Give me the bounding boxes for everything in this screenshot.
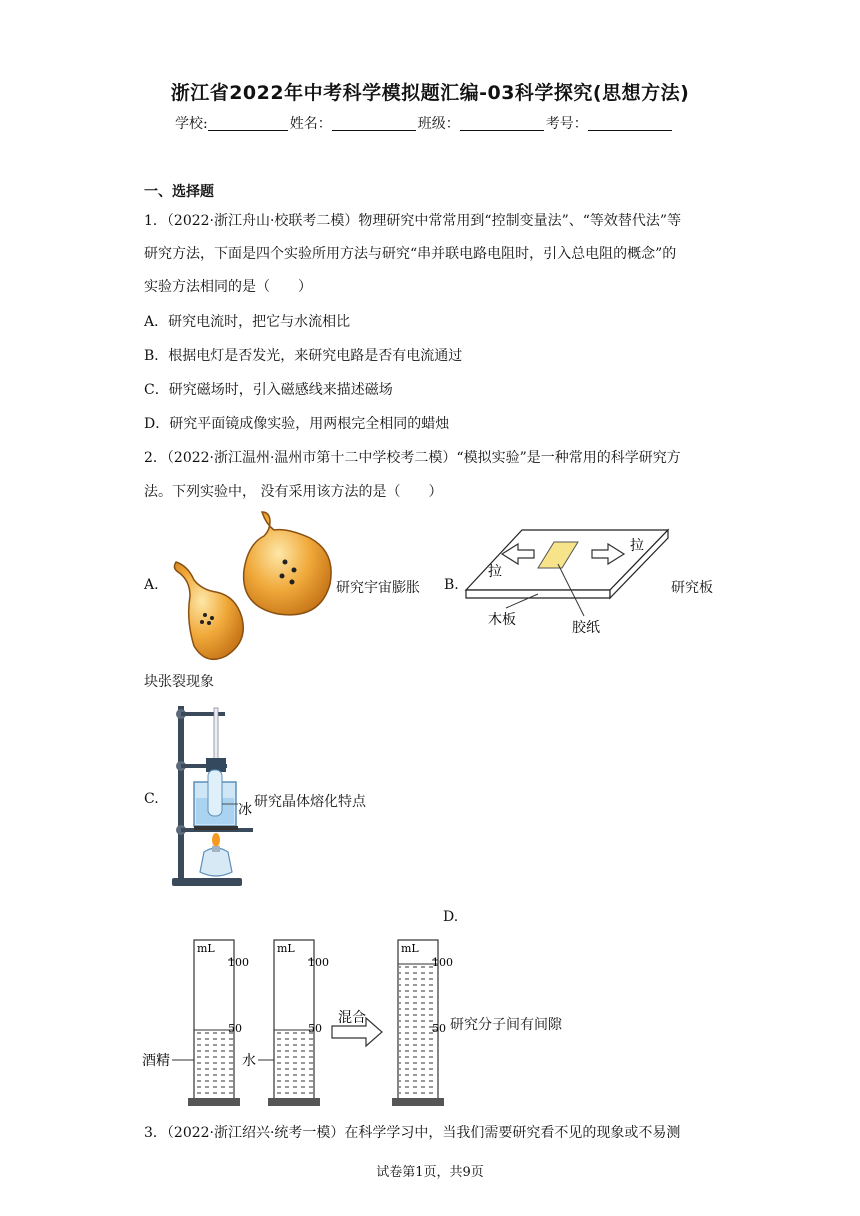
id-label: 考号： (545, 116, 588, 132)
class-blank (460, 116, 544, 131)
pull-left-label: 拉 (488, 564, 502, 580)
q1-line2: 研究方法，下面是四个实验所用方法与研究“串并联电路电阻时，引入总电阻的概念”的 (144, 246, 677, 262)
cylinder1-tick-50: 50 (228, 1022, 242, 1035)
cylinder2-tick-50: 50 (308, 1022, 322, 1035)
cylinder3-tick-100: 100 (432, 956, 453, 969)
mix-label: 混合 (338, 1010, 366, 1026)
flame-icon (212, 833, 220, 847)
cylinder2-unit: mL (277, 942, 295, 955)
q2-option-b-letter: B. (444, 577, 459, 593)
board-label: 木板 (488, 612, 516, 628)
cylinder3-tick-50: 50 (432, 1022, 446, 1035)
q1-option-d: D．研究平面镜成像实验，用两根完全相同的蜡烛 (144, 416, 450, 432)
q2-line1: 2．（2022·浙江温州·温州市第十二中学校考二模）“模拟实验”是一种常用的科学研究方 (144, 450, 681, 466)
q1-line1: 1．（2022·浙江舟山·校联考二模）物理研究中常常用到“控制变量法”、“等效替代法”等 (144, 213, 682, 229)
melting-apparatus-illustration (164, 704, 264, 890)
id-blank (588, 116, 672, 131)
alcohol-lamp (200, 848, 232, 876)
school-blank (208, 116, 288, 131)
page-footer: 试卷第1页，共9页 (376, 1165, 484, 1180)
tape-label: 胶纸 (572, 620, 600, 636)
q2-option-c-text: 研究晶体熔化特点 (254, 794, 366, 810)
q1-option-c: C．研究磁场时，引入磁感线来描述磁场 (144, 382, 393, 398)
cylinder2-tick-100: 100 (308, 956, 329, 969)
q2-option-a-letter: A. (144, 577, 159, 593)
q2-option-b-text-cont: 块张裂现象 (144, 674, 214, 690)
ice-label: 冰 (238, 802, 252, 818)
q2-option-d-letter: D. (443, 909, 459, 925)
cylinder3-unit: mL (401, 942, 419, 955)
cylinder-water (268, 940, 329, 1106)
q2-option-d-text: 研究分子间有间隙 (450, 1017, 562, 1033)
q2-option-c-letter: C. (144, 791, 159, 807)
pull-right-label: 拉 (630, 538, 644, 554)
q1-option-a: A．研究电流时，把它与水流相比 (144, 314, 351, 330)
cylinder-alcohol (188, 940, 249, 1106)
q1-option-b: B．根据电灯是否发光，来研究电路是否有电流通过 (144, 348, 463, 364)
small-balloon (174, 562, 243, 659)
student-info-line (175, 113, 674, 133)
cylinder-mixed (392, 940, 453, 1106)
section-heading: 一、选择题 (144, 184, 214, 200)
large-balloon (244, 512, 332, 615)
q2-option-b-text: 研究板 (671, 580, 713, 596)
class-label: 班级： (417, 116, 460, 132)
water-label: 水 (242, 1053, 256, 1069)
name-blank (332, 116, 416, 131)
q2-line2: 法。下列实验中， 没有采用该方法的是（ ） (144, 484, 443, 500)
cylinder1-tick-100: 100 (228, 956, 249, 969)
board-illustration (462, 524, 672, 642)
q3-line1: 3．（2022·浙江绍兴·统考一模）在科学学习中，当我们需要研究看不见的现象或不易测 (144, 1125, 681, 1141)
q2-option-a-text: 研究宇宙膨胀 (336, 580, 420, 596)
school-label: 学校: (175, 116, 208, 132)
cylinder1-unit: mL (197, 942, 215, 955)
name-label: 姓名： (289, 116, 332, 132)
alcohol-label: 酒精 (142, 1053, 170, 1069)
q1-line3: 实验方法相同的是（ ） (144, 279, 312, 295)
page-title: 浙江省2022年中考科学模拟题汇编-03科学探究(思想方法) (170, 82, 690, 104)
balloon-illustration (170, 510, 340, 670)
